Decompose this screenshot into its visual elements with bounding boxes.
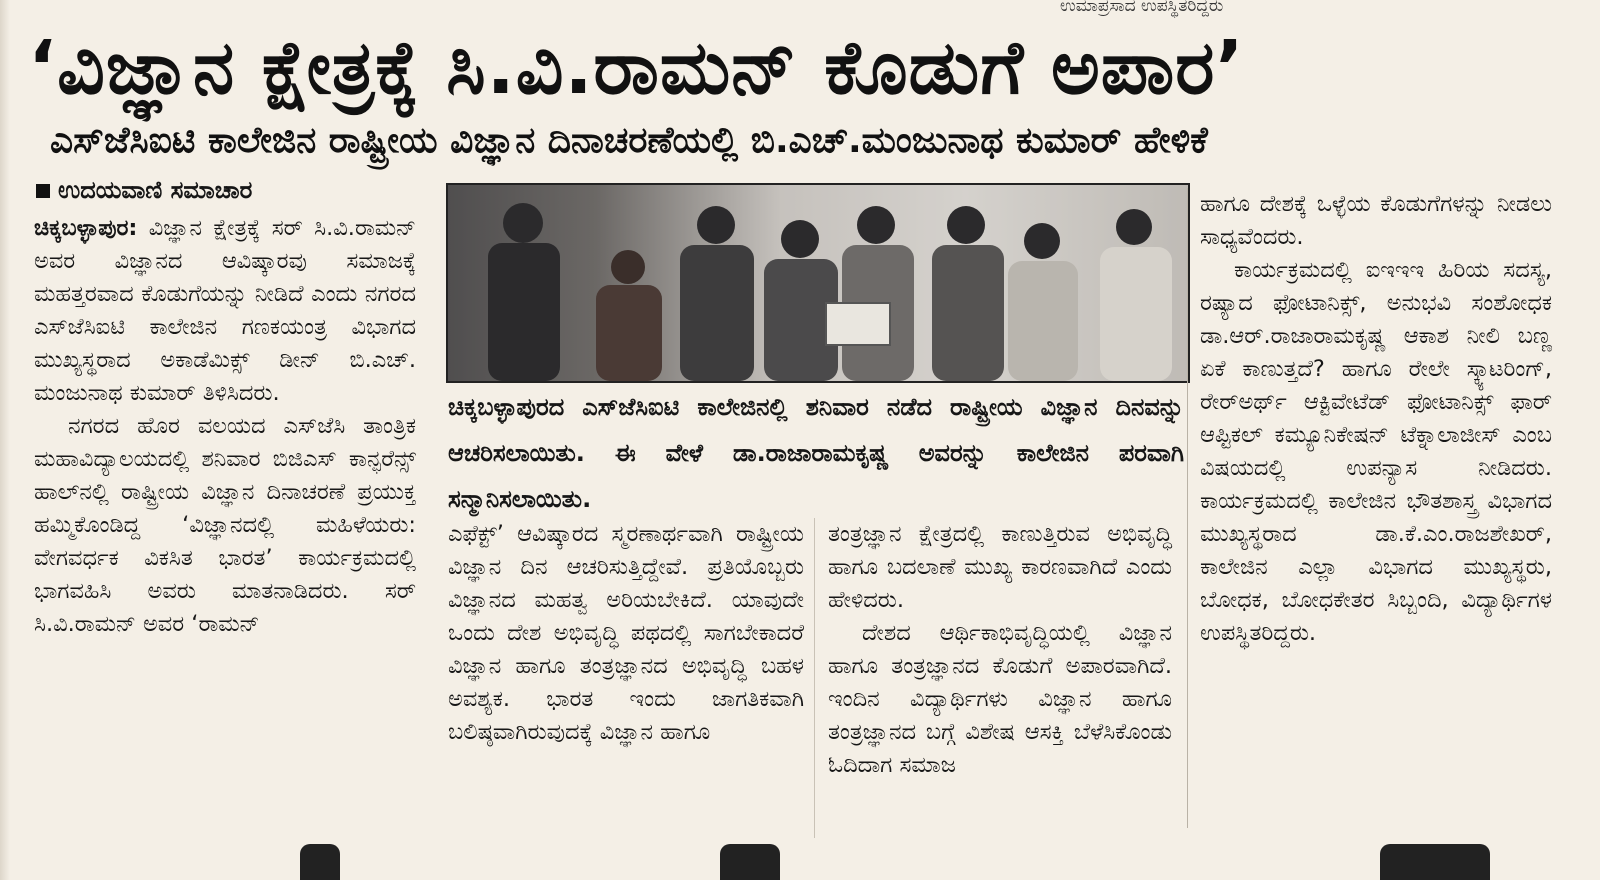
column-divider xyxy=(814,518,815,838)
news-photo xyxy=(446,183,1190,383)
subheadline: ಎಸ್‌ಜೆಸಿಐಟಿ ಕಾಲೇಜಿನ ರಾಷ್ಟ್ರೀಯ ವಿಜ್ಞಾನ ದಿನಾಚರಣೆಯಲ್ಲಿ ಬಿ.ಎಚ್.ಮಂಜುನಾಥ ಕುಮಾರ್ ಹೇಳಿಕೆ xyxy=(50,120,1208,161)
col1-para1 xyxy=(34,212,416,410)
col1-para1-text: ವಿಜ್ಞಾನ ಕ್ಷೇತ್ರಕ್ಕೆ ಸರ್ ಸಿ.ವಿ.ರಾಮನ್ ಅವರ ವಿಜ್ಞಾನದ ಆವಿಷ್ಕಾರವು ಸಮಾಜಕ್ಕೆ ಮಹತ್ತರವಾದ ಕೊಡುಗೆಯನ್ನು ನೀಡಿದೆ ಎಂದು ನಗರದ ಎಸ್‌ಜೆಸಿಐಟಿ ಕಾಲೇಜಿನ ಗಣಕಯಂತ್ರ ವಿಭಾಗದ ಮುಖ್ಯಸ್ಥರಾದ ಅಕಾಡೆಮಿಕ್ಸ್ ಡೀನ್ ಬಿ.ಎಚ್. ಮಂಜುನಾಥ ಕುಮಾರ್ ತಿಳಿಸಿದರು. xyxy=(34,215,416,406)
group-photo-icon xyxy=(448,185,1188,381)
dateline: ಚಿಕ್ಕಬಳ್ಳಾಪುರ: xyxy=(34,215,138,241)
bullet-square-icon xyxy=(36,184,50,198)
page-edge xyxy=(0,0,10,880)
col2-text: ಎಫೆಕ್ಟ್’ ಆವಿಷ್ಕಾರದ ಸ್ಮರಣಾರ್ಥವಾಗಿ ರಾಷ್ಟ್ರೀಯ ವಿಜ್ಞಾನ ದಿನ ಆಚರಿಸುತ್ತಿದ್ದೇವೆ. ಪ್ರತಿಯೊಬ್ಬರು ವಿಜ್ಞಾನದ ಮಹತ್ವ ಅರಿಯಬೇಕಿದೆ. ಯಾವುದೇ ಒಂದು ದೇಶ ಅಭಿವೃದ್ಧಿ ಪಥದಲ್ಲಿ ಸಾಗಬೇಕಾದರೆ ವಿಜ್ಞಾನ ಹಾಗೂ ತಂತ್ರಜ್ಞಾನದ ಅಭಿವೃದ್ಧಿ ಬಹಳ ಅವಶ್ಯಕ. ಭಾರತ ಇಂದು ಜಾಗತಿಕವಾಗಿ ಬಲಿಷ್ಠವಾಗಿರುವುದಕ್ಕೆ ವಿಜ್ಞಾನ ಹಾಗೂ xyxy=(448,521,804,745)
next-headline-fragment xyxy=(0,836,1600,880)
col4-para1: ಹಾಗೂ ದೇಶಕ್ಕೆ ಒಳ್ಳೆಯ ಕೊಡುಗೆಗಳನ್ನು ನೀಡಲು ಸಾಧ್ಯವೆಂದರು. xyxy=(1200,191,1552,250)
ink-fragment xyxy=(1380,844,1490,880)
column-1 xyxy=(34,212,416,641)
col3-para1: ತಂತ್ರಜ್ಞಾನ ಕ್ಷೇತ್ರದಲ್ಲಿ ಕಾಣುತ್ತಿರುವ ಅಭಿವೃದ್ಧಿ ಹಾಗೂ ಬದಲಾಣೆ ಮುಖ್ಯ ಕಾರಣವಾಗಿದೆ ಎಂದು ಹೇಳಿದರು. xyxy=(828,521,1172,613)
column-4 xyxy=(1200,188,1552,650)
previous-article-fragment: ಉಮಾಪ್ರಸಾದ ಉಪಸ್ಥಿತರಿದ್ದರು xyxy=(1060,0,1224,16)
byline-text: ಉದಯವಾಣಿ ಸಮಾಚಾರ xyxy=(58,176,253,204)
ink-fragment xyxy=(720,844,780,880)
byline xyxy=(36,176,252,204)
col1-para2: ನಗರದ ಹೊರ ವಲಯದ ಎಸ್‌ಜೆಸಿ ತಾಂತ್ರಿಕ ಮಹಾವಿದ್ಯಾಲಯದಲ್ಲಿ ಶನಿವಾರ ಬಿಜಿಎಸ್ ಕಾನ್ಫರೆನ್ಸ್ ಹಾಲ್‌ನಲ್ಲಿ ರಾಷ್ಟ್ರೀಯ ವಿಜ್ಞಾನ ದಿನಾಚರಣೆ ಪ್ರಯುಕ್ತ ಹಮ್ಮಿಕೊಂಡಿದ್ದ ‘ವಿಜ್ಞಾನದಲ್ಲಿ ಮಹಿಳೆಯರು: ವೇಗವರ್ಧಕ ವಿಕಸಿತ ಭಾರತ’ ಕಾರ್ಯಕ್ರಮದಲ್ಲಿ ಭಾಗವಹಿಸಿ ಅವರು ಮಾತನಾಡಿದರು. ಸರ್ ಸಿ.ವಿ.ರಾಮನ್ ಅವರ ‘ರಾಮನ್ xyxy=(34,413,416,637)
ink-fragment xyxy=(300,844,340,880)
photo-caption: ಚಿಕ್ಕಬಳ್ಳಾಪುರದ ಎಸ್‌ಜೆಸಿಐಟಿ ಕಾಲೇಜಿನಲ್ಲಿ ಶನಿವಾರ ನಡೆದ ರಾಷ್ಟ್ರೀಯ ವಿಜ್ಞಾನ ದಿನವನ್ನು ಆಚರಿಸಲಾಯಿತು. ಈ ವೇಳೆ ಡಾ.ರಾಜಾರಾಮಕೃಷ್ಣ ಅವರನ್ನು ಕಾಲೇಜಿನ ಪರವಾಗಿ ಸನ್ಮಾನಿಸಲಾಯಿತು. xyxy=(448,393,1184,513)
column-3 xyxy=(828,518,1172,782)
column-divider xyxy=(1187,188,1188,828)
col4-para2: ಕಾರ್ಯಕ್ರಮದಲ್ಲಿ ಐಇಇಇ ಹಿರಿಯ ಸದಸ್ಯ, ರಷ್ಯಾದ ಫೋಟಾನಿಕ್ಸ್, ಅನುಭವಿ ಸಂಶೋಧಕ ಡಾ.ಆರ್.ರಾಜಾರಾಮಕೃಷ್ಣ ಆಕಾಶ ನೀಲಿ ಬಣ್ಣ ಏಕೆ ಕಾಣುತ್ತದೆ? ಹಾಗೂ ರೇಲೇ ಸ್ಕ್ಯಾಟರಿಂಗ್, ರೇರ್‌ಅರ್ಥ್ ಆಕ್ಟಿವೇಟೆಡ್ ಫೋಟಾನಿಕ್ಸ್ ಫಾರ್ ಆಪ್ಟಿಕಲ್ ಕಮ್ಯೂನಿಕೇಷನ್ ಟೆಕ್ನಾಲಾಜೀಸ್ ಎಂಬ ವಿಷಯದಲ್ಲಿ ಉಪನ್ಯಾಸ ನೀಡಿದರು. ಕಾರ್ಯಕ್ರಮದಲ್ಲಿ ಕಾಲೇಜಿನ ಭೌತಶಾಸ್ತ್ರ ವಿಭಾಗದ ಮುಖ್ಯಸ್ಥರಾದ ಡಾ.ಕೆ.ಎಂ.ರಾಜಶೇಖರ್, ಕಾಲೇಜಿನ ಎಲ್ಲಾ ವಿಭಾಗದ ಮುಖ್ಯಸ್ಥರು, ಬೋಧಕ, ಬೋಧಕೇತರ ಸಿಬ್ಬಂದಿ, ವಿದ್ಯಾರ್ಥಿಗಳ ಉಪಸ್ಥಿತರಿದ್ದರು. xyxy=(1200,257,1552,646)
column-2 xyxy=(448,518,804,749)
col3-para2: ದೇಶದ ಆರ್ಥಿಕಾಭಿವೃದ್ಧಿಯಲ್ಲಿ ವಿಜ್ಞಾನ ಹಾಗೂ ತಂತ್ರಜ್ಞಾನದ ಕೊಡುಗೆ ಅಪಾರವಾಗಿದೆ. ಇಂದಿನ ವಿದ್ಯಾರ್ಥಿಗಳು ವಿಜ್ಞಾನ ಹಾಗೂ ತಂತ್ರಜ್ಞಾನದ ಬಗ್ಗೆ ವಿಶೇಷ ಆಸಕ್ತಿ ಬೆಳೆಸಿಕೊಂಡು ಓದಿದಾಗ ಸಮಾಜ xyxy=(828,620,1172,778)
headline: ‘ವಿಜ್ಞಾನ ಕ್ಷೇತ್ರಕ್ಕೆ ಸಿ.ವಿ.ರಾಮನ್ ಕೊಡುಗೆ ಅಪಾರ’ xyxy=(28,25,1245,111)
